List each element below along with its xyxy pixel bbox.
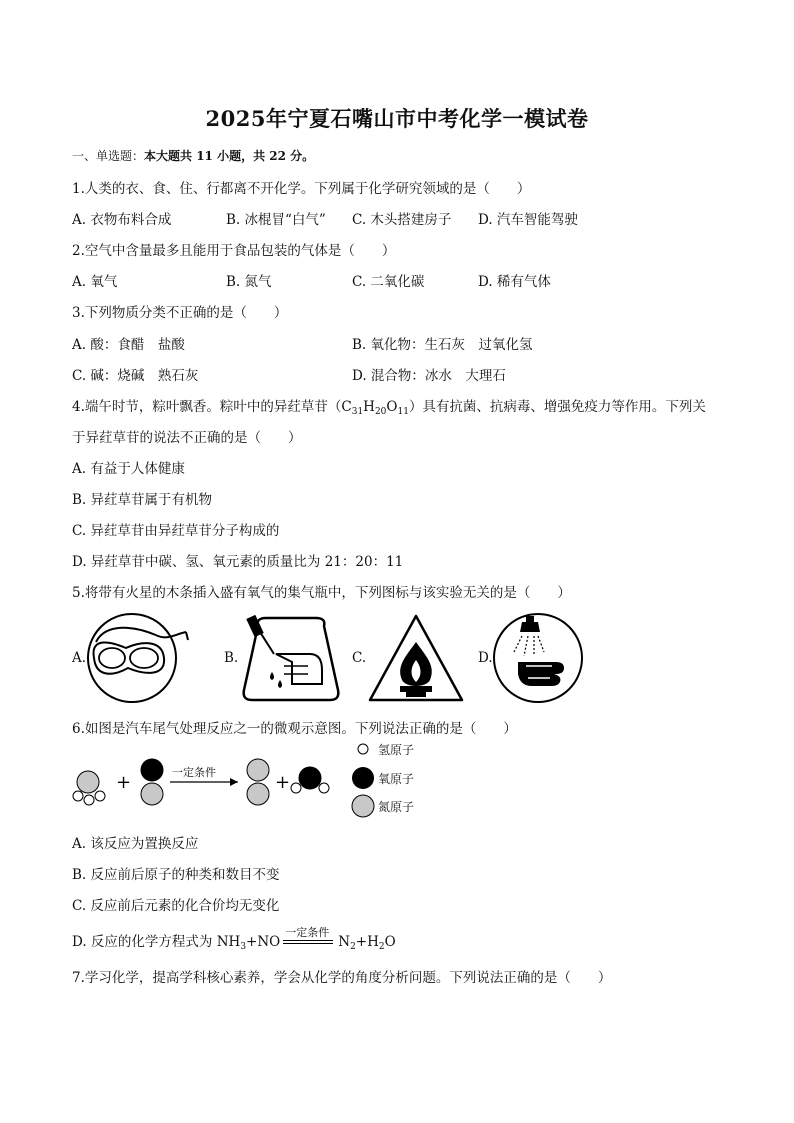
legend-nitrogen-symbol [352,795,374,817]
legend-hydrogen: 氢原子 [378,743,415,757]
q2-option-c: C. 二氧化碳 [352,274,425,290]
corrosive-hand-sign [238,614,344,706]
q4-sub-h: 20 [374,407,387,417]
legend-oxygen: 氧原子 [378,772,415,786]
q1-option-b: B. 冰棍冒“白气” [226,212,326,228]
section-header [72,147,314,164]
section-desc: 本大题共 11 小题，共 22 分。 [144,149,315,163]
q4-option-a: A. 有益于人体健康 [72,461,185,477]
q3-option-d: D. 混合物：冰水 大理石 [352,368,506,384]
legend-hydrogen-symbol [358,744,368,754]
q6-optd-sub2: 2 [350,942,356,952]
q4-sub-o: 11 [397,407,409,417]
q6-optd-condition: 一定条件 [285,926,330,939]
question-1-stem: 1.人类的衣、食、住、行都离不开化学。下列属于化学研究领域的是（ ） [72,181,531,197]
q3-option-b: B. 氧化物：生石灰 过氧化氢 [352,337,533,353]
q4-option-b: B. 异荭草苷属于有机物 [72,492,213,508]
q4-option-d: D. 异荭草苷中碳、氢、氧元素的质量比为 21：20：11 [72,554,404,570]
q3-option-c: C. 碱：烧碱 熟石灰 [72,368,199,384]
q2-option-b: B. 氮气 [226,274,272,290]
section-prefix: 一、单选题： [72,149,145,163]
q6-optd-h: +H [355,934,379,950]
q1-option-a: A. 衣物布料合成 [72,212,172,228]
flame-hazard-sign [366,612,466,704]
q6-optd-sub1: 3 [240,942,247,952]
water-molecule [291,767,329,793]
nitrogen-molecule [247,759,269,805]
legend-nitrogen: 氮原子 [378,800,415,814]
plus-sign-2: + [275,772,291,793]
goggles-sign [86,612,192,704]
question-4-stem-line1 [72,395,706,417]
q6-optd-sub3: 2 [378,942,385,952]
question-7-stem: 7.学习化学，提高学科核心素养，学会从化学的角度分析问题。下列说法正确的是（ ） [72,970,612,986]
q6-optd-n: N [338,934,351,950]
q6-optd-arrow [283,926,335,946]
q5-label-a: A. [72,650,87,666]
q4-stem-b: ）具有抗菌、抗病毒、增强免疫力等作用。下列关 [408,399,706,415]
q2-option-a: A. 氧气 [72,274,118,290]
q5-label-d: D. [478,650,493,666]
q4-o: O [386,399,398,415]
plus-sign-1: + [116,772,132,793]
ammonia-molecule [73,771,105,805]
q6-optd-pre: D. 反应的化学方程式为 NH [72,934,241,950]
q6-option-c: C. 反应前后元素的化合价均无变化 [72,898,280,914]
question-4-stem-line2: 于异荭草苷的说法不正确的是（ ） [72,430,302,446]
handwash-sign [492,612,588,704]
q1-option-c: C. 木头搭建房子 [352,212,452,228]
reaction-condition: 一定条件 [172,766,216,779]
q1-option-d: D. 汽车智能驾驶 [478,212,578,228]
q6-optd-o: O [384,934,396,950]
question-5-stem: 5.将带有火星的木条插入盛有氧气的集气瓶中，下列图标与该实验无关的是（ ） [72,585,571,601]
q4-option-c: C. 异荭草苷由异荭草苷分子构成的 [72,523,280,539]
page-title: 2025年宁夏石嘴山市中考化学一模试卷 [205,106,589,131]
q4-h: H [363,399,375,415]
q4-sub-c: 31 [351,407,364,417]
q5-label-c: C. [352,650,367,666]
q4-stem-a: 4.端午时节，粽叶飘香。粽叶中的异荭草苷（C [72,399,352,415]
legend-oxygen-symbol [352,767,374,789]
q6-option-d [72,926,396,952]
q2-option-d: D. 稀有气体 [478,274,551,290]
question-2-stem: 2.空气中含量最多且能用于食品包装的气体是（ ） [72,243,396,259]
q6-optd-mid: +NO [246,934,281,950]
question-6-stem: 6.如图是汽车尾气处理反应之一的微观示意图。下列说法正确的是（ ） [72,721,517,737]
no-molecule [141,759,163,805]
q5-label-b: B. [224,650,239,666]
q6-option-a: A. 该反应为置换反应 [72,836,199,852]
q6-option-b: B. 反应前后原子的种类和数目不变 [72,867,280,883]
q3-option-a: A. 酸：食醋 盐酸 [72,337,185,353]
question-3-stem: 3.下列物质分类不正确的是（ ） [72,305,288,321]
